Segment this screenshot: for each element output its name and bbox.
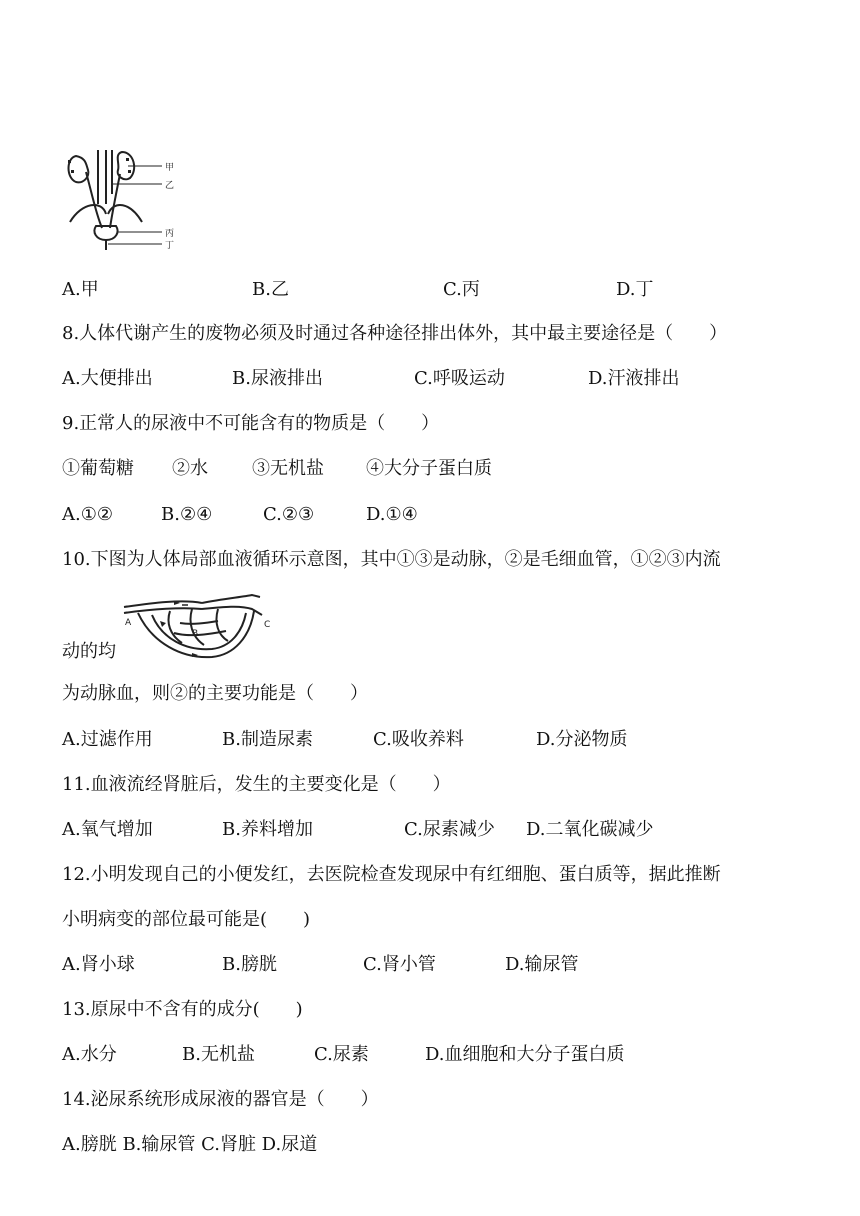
q10-stem-line3: 为动脉血，则②的主要功能是（ ） <box>62 683 368 704</box>
q12-option-a: A.肾小球 <box>62 954 135 975</box>
q13-option-a: A.水分 <box>62 1044 117 1065</box>
q11-option-c: C.尿素减少 <box>404 819 495 840</box>
q8-stem: 8.人体代谢产生的废物必须及时通过各种途径排出体外，其中最主要途径是（ ） <box>62 323 728 344</box>
q11-stem: 11.血液流经肾脏后，发生的主要变化是（ ） <box>62 774 451 795</box>
q14-options: A.膀胱 B.输尿管 C.肾脏 D.尿道 <box>62 1134 318 1155</box>
q7-option-c: C.丙 <box>443 279 480 300</box>
blood-circulation-figure <box>122 593 274 663</box>
figure2-label-c: C <box>264 620 271 630</box>
q11-option-a: A.氧气增加 <box>62 819 153 840</box>
q8-option-a: A.大便排出 <box>62 368 153 389</box>
q12-option-c: C.肾小管 <box>363 954 436 975</box>
urinary-system-figure <box>62 144 192 252</box>
q10-option-a: A.过滤作用 <box>62 729 153 750</box>
q13-option-c: C.尿素 <box>314 1044 369 1065</box>
q9-option-a: A.①② <box>62 504 113 525</box>
q11-option-b: B.养料增加 <box>222 819 313 840</box>
q10-stem-line2: 动的均 <box>62 641 116 662</box>
q13-option-d: D.血细胞和大分子蛋白质 <box>425 1044 625 1065</box>
q9-item-2: ②水 <box>172 458 208 479</box>
figure-label-ding: 丁 <box>165 241 175 251</box>
q8-option-d: D.汗液排出 <box>588 368 680 389</box>
q12-option-b: B.膀胱 <box>222 954 277 975</box>
q10-option-b: B.制造尿素 <box>222 729 313 750</box>
q9-option-c: C.②③ <box>263 504 315 525</box>
q8-option-c: C.呼吸运动 <box>414 368 505 389</box>
q13-stem: 13.原尿中不含有的成分( ) <box>62 999 303 1020</box>
figure-label-bing: 丙 <box>165 229 175 239</box>
q9-item-3: ③无机盐 <box>252 458 324 479</box>
q9-item-1: ①葡萄糖 <box>62 458 134 479</box>
figure2-label-b: B <box>192 629 199 639</box>
figure-label-jia: 甲 <box>165 163 175 173</box>
q12-stem-line1: 12.小明发现自己的小便发红，去医院检查发现尿中有红细胞、蛋白质等，据此推断 <box>62 864 721 885</box>
q14-stem: 14.泌尿系统形成尿液的器官是（ ） <box>62 1089 379 1110</box>
figure-label-yi: 乙 <box>165 181 175 191</box>
q12-stem-line2: 小明病变的部位最可能是( ) <box>62 909 311 930</box>
q10-option-c: C.吸收养料 <box>373 729 464 750</box>
q11-option-d: D.二氧化碳减少 <box>526 819 654 840</box>
q10-stem-line1: 10.下图为人体局部血液循环示意图，其中①③是动脉，②是毛细血管，①②③内流 <box>62 549 721 570</box>
q7-option-d: D.丁 <box>616 279 654 300</box>
q8-option-b: B.尿液排出 <box>232 368 323 389</box>
q13-option-b: B.无机盐 <box>182 1044 255 1065</box>
figure2-label-a: A <box>125 618 132 628</box>
q9-item-4: ④大分子蛋白质 <box>366 458 492 479</box>
q9-option-d: D.①④ <box>366 504 418 525</box>
q9-stem: 9.正常人的尿液中不可能含有的物质是（ ） <box>62 413 440 434</box>
q9-option-b: B.②④ <box>161 504 213 525</box>
q10-option-d: D.分泌物质 <box>536 729 628 750</box>
q12-option-d: D.输尿管 <box>505 954 579 975</box>
q7-option-a: A.甲 <box>62 279 99 300</box>
q7-option-b: B.乙 <box>252 279 289 300</box>
